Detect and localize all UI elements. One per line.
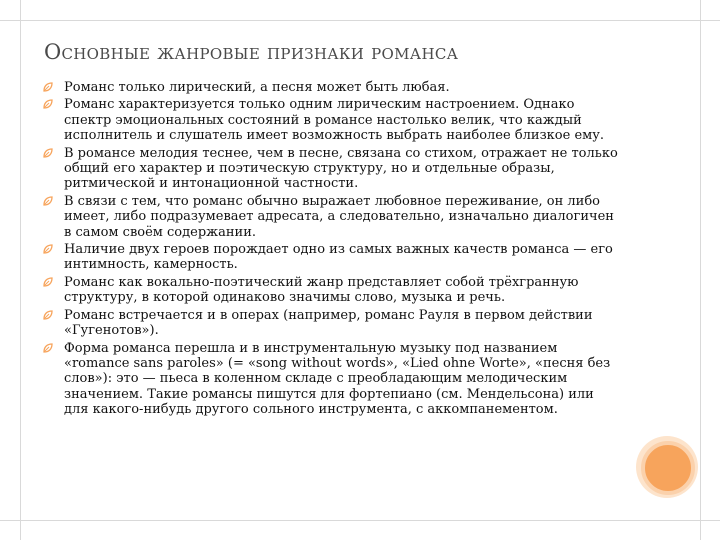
leaf-bullet-icon	[42, 243, 54, 255]
leaf-bullet-icon	[42, 98, 54, 110]
bullet-text: В связи с тем, что романс обычно выражает любовное переживание, он либо имеет, либо подразумевает адресата, а следовательно, изначально диалогичен в самом своём содержании.	[64, 193, 614, 240]
bullet-item	[42, 242, 622, 273]
bullet-text: Романс только лирический, а песня может быть любая.	[64, 80, 450, 95]
bullet-list	[42, 80, 622, 420]
bullet-item	[42, 308, 622, 339]
frame-line-top	[0, 20, 720, 21]
bullet-item	[42, 194, 622, 240]
bullet-text: Наличие двух героев порождает одно из самых важных качеств романса — его интимность, камерность.	[64, 242, 613, 273]
leaf-bullet-icon	[42, 309, 54, 321]
leaf-bullet-icon	[42, 195, 54, 207]
bullet-text: Романс характеризуется только одним лирическим настроением. Однако спектр эмоциональных состояний в романсе настолько велик, что каждый исполнитель и слушатель имеет возможность выбрать наиболее близкое ему.	[64, 97, 605, 144]
frame-line-bottom	[0, 520, 720, 521]
bullet-item	[42, 275, 622, 306]
bullet-item	[42, 80, 622, 95]
leaf-bullet-icon	[42, 81, 54, 93]
leaf-bullet-icon	[42, 147, 54, 159]
leaf-bullet-icon	[42, 342, 54, 354]
bullet-text: Романс встречается и в операх (например, романс Рауля в первом действии «Гугенотов»).	[64, 307, 593, 339]
leaf-bullet-icon	[42, 276, 54, 288]
bullet-item	[42, 146, 622, 192]
bullet-item	[42, 341, 622, 418]
bullet-item	[42, 97, 622, 143]
frame-line-right	[700, 0, 701, 540]
bullet-text: Романс как вокально-поэтический жанр представляет собой трёхгранную структуру, в которой одинаково значимы слово, музыка и речь.	[64, 274, 579, 306]
bullet-text: В романсе мелодия теснее, чем в песне, связана со стихом, отражает не только общий его характер и поэтическую структуру, но и отдельные образы, ритмической и интонационной частности.	[64, 145, 618, 192]
accent-circle	[641, 441, 695, 495]
bullet-text: Форма романса перешла и в инструментальную музыку под названием «romance sans paroles» (= «song without words», «Lied ohne Worte», «песня без слов»): это — пьеса в коленном складе с преобладающим мелодическим значением. Такие романсы пишутся для фортепиано (см. Мендельсона) или для какого-нибудь другого сольного инструмента, с аккомпанементом.	[64, 340, 611, 418]
slide-title: Основные жанровые признаки романса	[44, 40, 459, 64]
frame-line-left	[20, 0, 21, 540]
